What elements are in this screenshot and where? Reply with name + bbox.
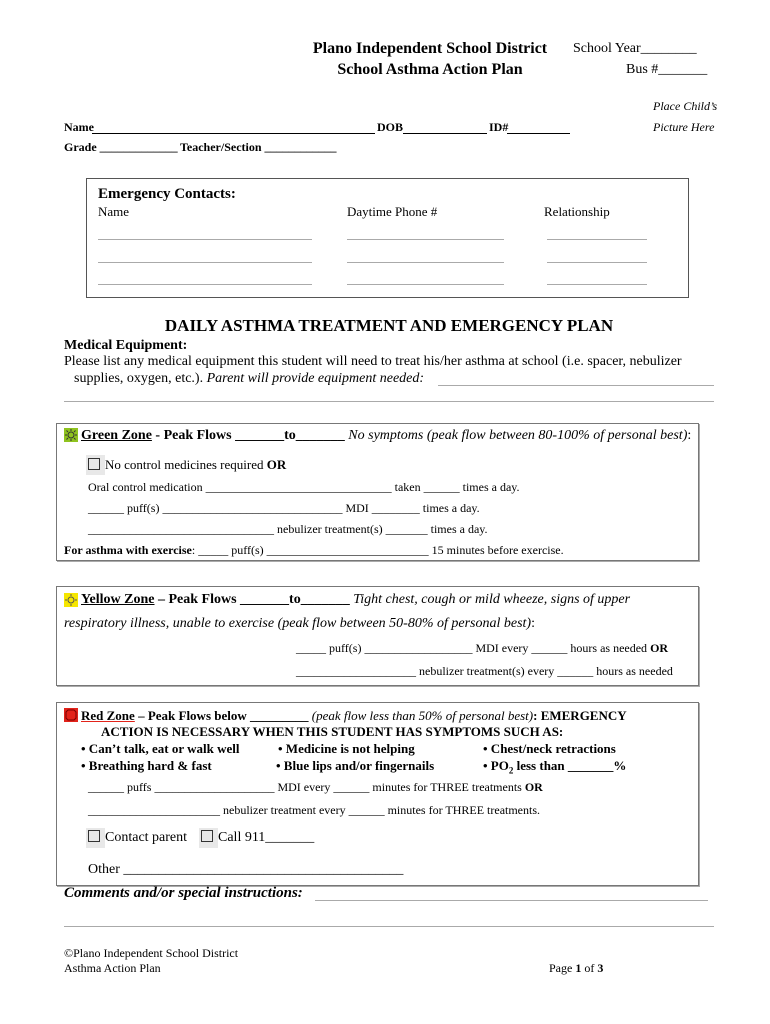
symptom-po2[interactable]: • $PO_2$ less than _______% [483, 758, 627, 776]
red-mdi-line[interactable]: ______ puffs ____________________ MDI every ______ minutes for THREE treatments OR [88, 780, 543, 794]
contact-name-field-1[interactable] [98, 239, 312, 240]
footer-doc-name: Asthma Action Plan [64, 961, 161, 975]
yellow-nebulizer-line[interactable]: ____________________ nebulizer treatment(s) every ______ hours as needed [296, 664, 673, 678]
district-title: Plano Independent School District [312, 40, 548, 57]
sun-icon [64, 428, 78, 442]
contact-rel-field-2[interactable] [547, 262, 647, 263]
equipment-text-line2: supplies, oxygen, etc.). Parent will provide equipment needed: [74, 371, 425, 386]
comments-label: Comments and/or special instructions: [64, 885, 303, 901]
contact-name-field-3[interactable] [98, 284, 312, 285]
comments-field-2[interactable] [64, 926, 714, 927]
other-field[interactable]: Other ________________________________________ [88, 862, 404, 877]
equipment-field-1[interactable] [438, 385, 714, 386]
red-nebulizer-line[interactable]: ______________________ nebulizer treatment every ______ minutes for THREE treatments. [88, 803, 541, 817]
contact-rel-field-1[interactable] [547, 239, 647, 240]
grade-field[interactable]: _____________ [99, 140, 178, 154]
call-911-checkbox[interactable] [201, 830, 213, 842]
contact-phone-field-3[interactable] [347, 284, 504, 285]
green-mdi-line[interactable]: ______ puff(s) ______________________________ MDI ________ times a day. [88, 501, 480, 515]
equipment-text-line1: Please list any medical equipment this student will need to treat his/her asthma at school (i.e. spacer, nebulizer [64, 354, 682, 369]
contact-name-field-2[interactable] [98, 262, 312, 263]
green-no-meds-option[interactable]: No control medicines required OR [86, 455, 286, 475]
equipment-heading: Medical Equipment: [64, 338, 188, 353]
contact-parent-option[interactable]: Contact parent [86, 828, 187, 848]
call-911-option[interactable]: Call 911_______ [199, 828, 314, 848]
green-zone-header: Green Zone - Peak Flows _______to_______ No symptoms (peak flow between 80-100% of personal best): [81, 428, 692, 443]
grade-label: Grade _____________ [64, 140, 178, 154]
dob-label: DOB [377, 120, 404, 134]
teacher-label: Teacher/Section ____________ [180, 140, 337, 154]
name-label: Name [64, 120, 94, 134]
dob-field[interactable] [403, 133, 487, 134]
id-label: ID# [489, 120, 509, 134]
yellow-mdi-line[interactable]: _____ puff(s) __________________ MDI every ______ hours as needed OR [296, 641, 669, 655]
bus-field[interactable]: Bus #_______ [626, 62, 708, 77]
main-title: DAILY ASTHMA TREATMENT AND EMERGENCY PLAN [164, 316, 614, 335]
symptom-medicine-not-helping: • Medicine is not helping [278, 741, 415, 756]
teacher-field[interactable]: ____________ [264, 140, 337, 154]
symptom-blue-lips: • Blue lips and/or fingernails [276, 758, 435, 773]
contact-name-header: Name [98, 204, 130, 219]
red-zone-header: Red Zone – Peak Flows below _________ (peak flow less than 50% of personal best): EMERGENCY [81, 708, 627, 723]
emergency-contacts-title: Emergency Contacts: [98, 186, 236, 202]
name-field[interactable] [92, 133, 375, 134]
symptom-cant-talk: • Can’t talk, eat or walk well [81, 741, 240, 756]
contact-phone-field-1[interactable] [347, 239, 504, 240]
stop-sign-icon [64, 708, 78, 722]
contact-parent-checkbox[interactable] [88, 830, 100, 842]
green-nebulizer-line[interactable]: _______________________________ nebulizer treatment(s) _______ times a day. [88, 522, 488, 536]
equipment-field-2[interactable] [64, 401, 714, 402]
contact-phone-field-2[interactable] [347, 262, 504, 263]
id-field[interactable] [507, 133, 570, 134]
plan-title: School Asthma Action Plan [337, 61, 523, 78]
page-number: Page 1 of 3 [549, 961, 604, 975]
comments-field-1[interactable] [315, 900, 708, 901]
photo-placeholder-line2: Picture Here [653, 120, 715, 134]
yellow-zone-desc: respiratory illness, unable to exercise (peak flow between 50-80% of personal best): [64, 616, 535, 631]
no-control-meds-checkbox[interactable] [88, 458, 100, 470]
symptom-breathing-hard: • Breathing hard & fast [81, 758, 212, 773]
green-oral-medication-line[interactable]: Oral control medication _______________________________ taken ______ times a day. [88, 480, 520, 494]
contact-phone-header: Daytime Phone # [347, 204, 438, 219]
cloud-sun-icon [64, 593, 78, 607]
footer-copyright: ©Plano Independent School District [64, 946, 239, 960]
red-action-text: ACTION IS NECESSARY WHEN THIS STUDENT HAS SYMPTOMS SUCH AS: [101, 724, 564, 739]
contact-rel-field-3[interactable] [547, 284, 647, 285]
contact-relationship-header: Relationship [544, 204, 610, 219]
symptom-retractions: • Chest/neck retractions [483, 741, 616, 756]
photo-placeholder-line1: Place Child’s [653, 99, 718, 113]
yellow-zone-header: Yellow Zone – Peak Flows _______to_______ Tight chest, cough or mild wheeze, signs of upper [81, 592, 631, 607]
green-exercise-line[interactable]: For asthma with exercise: _____ puff(s) ___________________________ 15 minutes before exercise. [64, 543, 564, 557]
school-year-field[interactable]: School Year________ [573, 41, 697, 56]
